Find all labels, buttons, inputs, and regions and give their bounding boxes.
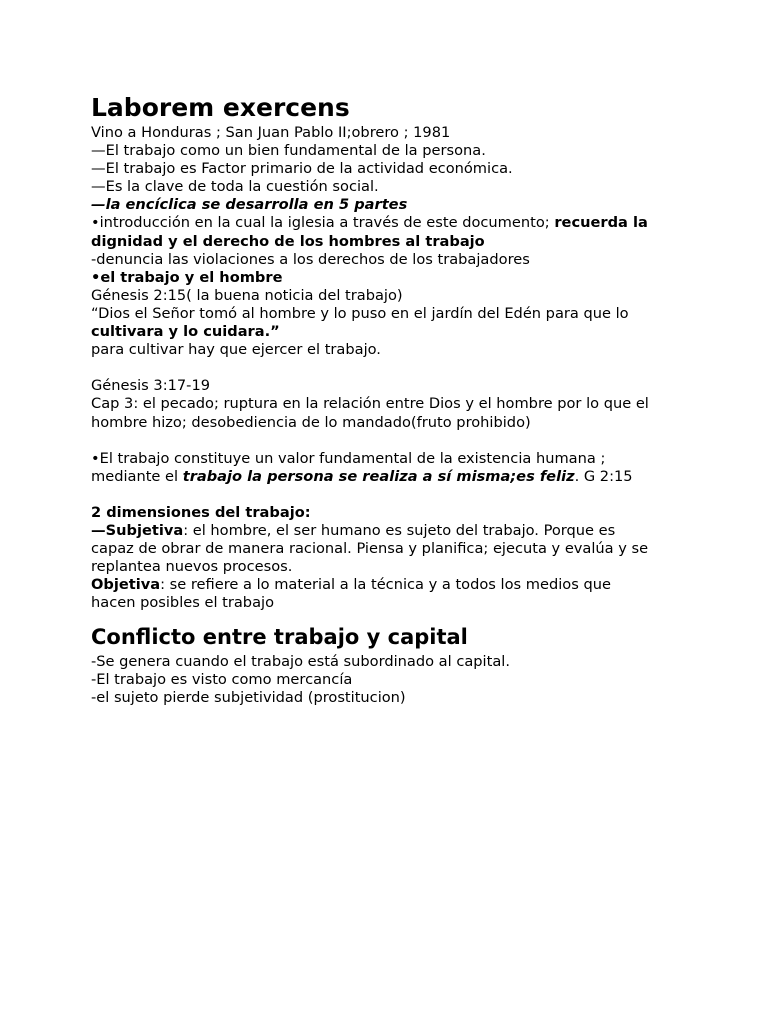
text-run: Cap 3: el pecado; ruptura en la relación entre Dios y el hombre por lo que el	[91, 395, 649, 413]
text-line	[91, 233, 681, 251]
text-run: Génesis 2:15( la buena noticia del trabajo)	[91, 286, 403, 304]
document-title: Laborem exercens	[91, 93, 350, 122]
text-line	[91, 269, 681, 287]
text-run: —El trabajo como un bien fundamental de la persona.	[91, 142, 486, 160]
text-line	[91, 341, 681, 359]
text-run: •introducción en la cual la iglesia a través de este documento;	[91, 214, 555, 232]
text-run: Objetiva	[91, 576, 161, 594]
text-line	[91, 124, 681, 142]
text-run: : se refiere a lo material a la técnica y a todos los medios que	[160, 576, 611, 594]
text-run: trabajo la persona se realiza a sí misma;es feliz	[182, 467, 575, 485]
text-line	[91, 395, 681, 413]
text-run: : el hombre, el ser humano es sujeto del trabajo. Porque es	[183, 522, 616, 540]
text-line	[91, 323, 681, 341]
text-run: -Se genera cuando el trabajo está subordinado al capital.	[91, 652, 510, 670]
document-page	[91, 92, 681, 707]
document-body	[91, 124, 681, 613]
blank-line	[91, 486, 681, 504]
text-run: —El trabajo es Factor primario de la actividad económica.	[91, 160, 513, 178]
text-run: “Dios el Señor tomó al hombre y lo puso en el jardín del Edén para que lo	[91, 304, 629, 322]
text-run: replantea nuevos procesos.	[91, 558, 293, 576]
text-line	[91, 377, 681, 395]
text-line	[91, 522, 681, 540]
text-line	[91, 504, 681, 522]
text-line	[91, 142, 681, 160]
text-line	[91, 214, 681, 232]
text-run: cultivara y lo cuidara.”	[91, 323, 280, 341]
text-run: para cultivar hay que ejercer el trabajo.	[91, 341, 381, 359]
text-run: —la encíclica se desarrolla en 5 partes	[91, 196, 408, 214]
text-run: -el sujeto pierde subjetividad (prostitucion)	[91, 688, 406, 706]
text-run: recuerda la	[554, 214, 648, 232]
text-run: . G 2:15	[574, 467, 633, 485]
text-line	[91, 689, 681, 707]
text-line	[91, 251, 681, 269]
text-run: •el trabajo y el hombre	[91, 268, 283, 286]
text-line	[91, 576, 681, 594]
text-run: 2 dimensiones del trabajo:	[91, 503, 311, 521]
text-run: —Es la clave de toda la cuestión social.	[91, 178, 379, 196]
text-line	[91, 178, 681, 196]
text-run: Génesis 3:17-19	[91, 377, 211, 395]
text-line	[91, 305, 681, 323]
text-run: hacen posibles el trabajo	[91, 594, 274, 612]
text-run: -denuncia las violaciones a los derechos de los trabajadores	[91, 250, 530, 268]
text-line	[91, 671, 681, 689]
text-run: •El trabajo constituye un valor fundamental de la existencia humana ;	[91, 449, 606, 467]
section-body	[91, 653, 681, 707]
text-run: capaz de obrar de manera racional. Piensa y planifica; ejecuta y evalúa y se	[91, 540, 649, 558]
text-run: mediante el	[91, 467, 183, 485]
text-line	[91, 558, 681, 576]
text-line	[91, 414, 681, 432]
text-run: Vino a Honduras ; San Juan Pablo II;obrero ; 1981	[91, 124, 451, 141]
section-heading: Conflicto entre trabajo y capital	[91, 624, 468, 649]
text-line	[91, 196, 681, 214]
text-line	[91, 594, 681, 612]
text-run: dignidad y el derecho de los hombres al trabajo	[91, 232, 485, 250]
text-run: hombre hizo; desobediencia de lo mandado(fruto prohibido)	[91, 413, 531, 431]
text-line	[91, 287, 681, 305]
text-line	[91, 540, 681, 558]
text-line	[91, 653, 681, 671]
blank-line	[91, 432, 681, 450]
text-line	[91, 160, 681, 178]
text-line	[91, 450, 681, 468]
blank-line	[91, 359, 681, 377]
text-run: -El trabajo es visto como mercancía	[91, 670, 353, 688]
text-run: —Subjetiva	[91, 522, 184, 540]
text-line	[91, 468, 681, 486]
